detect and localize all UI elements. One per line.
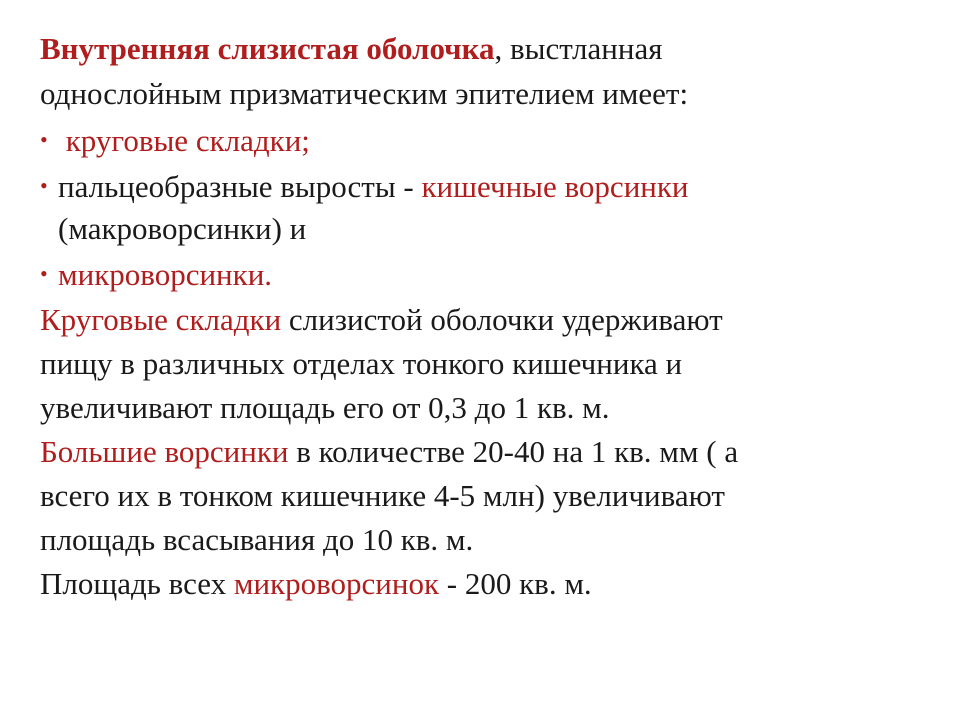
paragraph-3-line-2: всего их в тонком кишечнике 4-5 млн) увеличивают <box>40 478 725 513</box>
intro-heading-rest: , выстланная <box>494 31 663 66</box>
bullet-item-3 <box>40 252 272 297</box>
paragraph-3-line-1 <box>40 430 738 474</box>
bullet-item-1 <box>40 118 310 163</box>
bullet-item-2 <box>40 164 689 209</box>
bullet-marker: • <box>40 261 48 286</box>
bullet-item-3-text: микроворсинки. <box>58 257 273 292</box>
paragraph-4-rest: - 200 кв. м. <box>439 566 592 601</box>
bullet-marker: • <box>40 173 48 198</box>
intro-line-1 <box>40 27 662 71</box>
bullet-item-2-highlight: кишечные ворсинки <box>421 169 689 204</box>
paragraph-4-line-1 <box>40 562 592 606</box>
paragraph-3-highlight: Большие ворсинки <box>40 434 289 469</box>
bullet-item-2-continuation: (макроворсинки) и <box>58 211 307 246</box>
intro-heading-bold: Внутренняя слизистая оболочка <box>40 31 495 66</box>
paragraph-2-line-2: пищу в различных отделах тонкого кишечника и <box>40 346 683 381</box>
bullet-item-2-text: пальцеобразные выросты - <box>58 169 422 204</box>
paragraph-3-rest: в количестве 20-40 на 1 кв. мм ( а <box>288 434 739 469</box>
paragraph-2-highlight: Круговые складки <box>40 302 282 337</box>
paragraph-2-line-3: увеличивают площадь его от 0,3 до 1 кв. м. <box>40 390 610 425</box>
paragraph-4-highlight: микроворсинок <box>233 566 440 601</box>
paragraph-4-text: Площадь всех <box>40 566 234 601</box>
intro-line-2: однослойным призматическим эпителием имеет: <box>40 76 689 111</box>
paragraph-3-line-3: площадь всасывания до 10 кв. м. <box>40 522 474 557</box>
bullet-item-1-text: круговые складки; <box>58 123 310 158</box>
paragraph-2-rest: слизистой оболочки удерживают <box>281 302 723 337</box>
paragraph-2-line-1 <box>40 298 723 342</box>
bullet-marker: • <box>40 127 48 152</box>
